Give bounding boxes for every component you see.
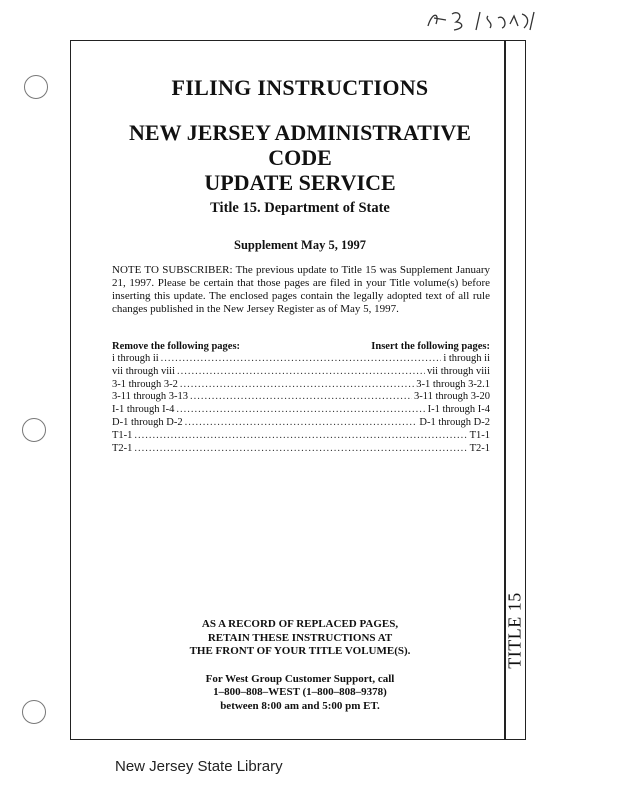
subscriber-note: NOTE TO SUBSCRIBER: The previous update to Title 15 was Supplement January 21, 1997. Please be certain that those pages are filed in your Title volume(s) before inserting this update. The enclosed pages contain the legally adopted text of all rule changes published in the New Jersey Register as of May 5, 1997. [112,264,490,315]
code-heading: NEW JERSEY ADMINISTRATIVE CODE UPDATE SERVICE [129,120,471,195]
remove-header: Remove the following pages: [112,341,241,352]
binder-hole [24,75,48,99]
list-item: vii through viii ..... vii through viii [112,366,490,379]
handwritten-annotation [418,8,598,34]
list-item: 3-1 through 3-2 ..... 3-1 through 3-2.1 [112,379,490,392]
tab-label: TITLE 15 [505,591,526,669]
list-item: I-1 through I-4 ..... I-1 through I-4 [112,404,490,417]
insert-header: Insert the following pages: [371,341,490,352]
support-info: For West Group Customer Support, call 1–800–808–WEST (1–800–808–9378) between 8:00 am and 5:00 pm ET. [205,672,395,712]
title-line: Title 15. Department of State [210,200,390,216]
record-notice: AS A RECORD OF REPLACED PAGES, RETAIN THESE INSTRUCTIONS AT THE FRONT OF YOUR TITLE VOLUME(S). [189,618,411,657]
page-list [112,353,490,455]
binder-hole [22,418,46,442]
library-footer: New Jersey State Library [115,758,283,775]
binder-hole [22,700,46,724]
page-title: FILING INSTRUCTIONS [171,75,429,100]
list-item: T1-1 ..... T1-1 [112,430,490,443]
list-item: i through ii ..... i through ii [112,353,490,366]
supplement-date: Supplement May 5, 1997 [234,238,366,252]
title-tab [505,560,526,700]
list-item: 3-11 through 3-13 ..... 3-11 through 3-20 [112,391,490,404]
list-item: T2-1 ..... T2-1 [112,443,490,456]
list-item: D-1 through D-2 ..... D-1 through D-2 [112,417,490,430]
record-and-support [98,618,502,713]
